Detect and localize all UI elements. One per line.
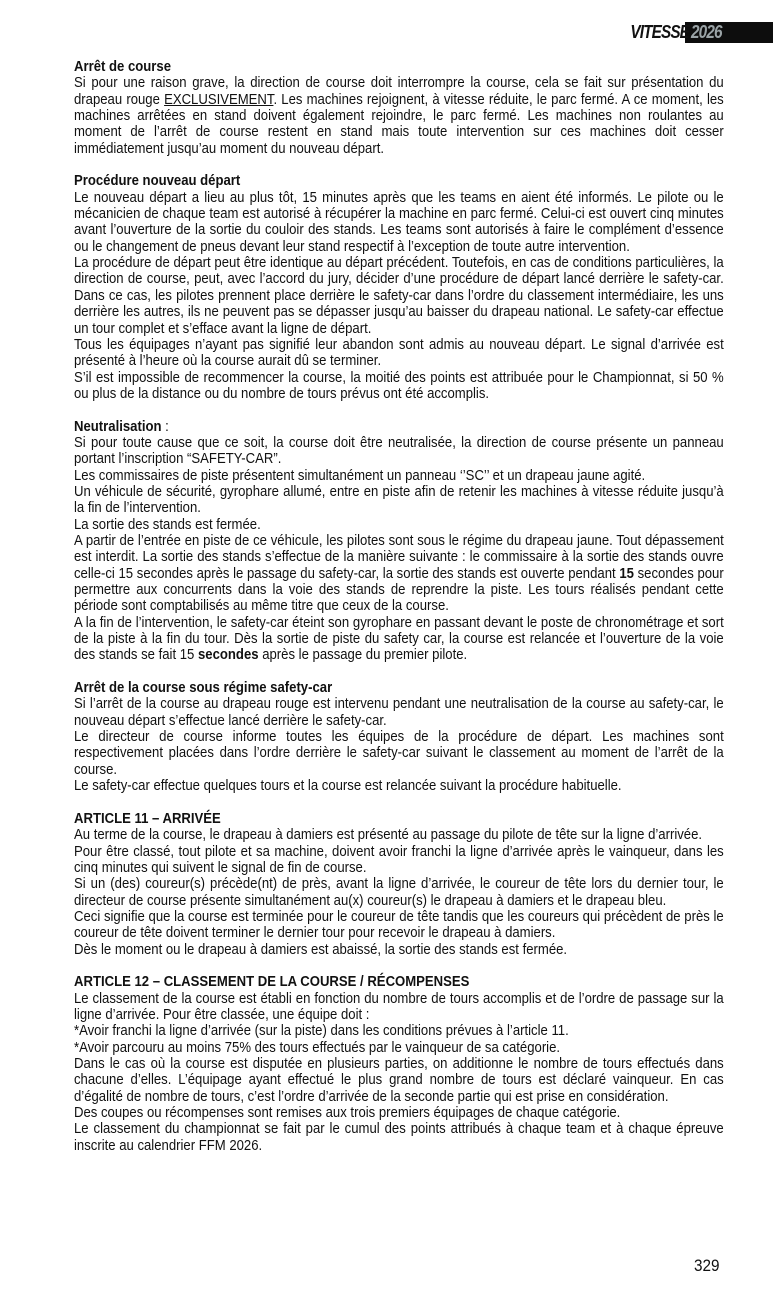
text: secondes pour permettre aux concurrents dans la voie des stands de reprendre la piste. Les tours réalisés pendant cette période sont comptabilisés au même titre que ceux de la course. — [74, 564, 724, 615]
paragraph — [74, 75, 724, 157]
document-body — [74, 59, 724, 1229]
page-header — [620, 22, 773, 43]
paragraph: La procédure de départ peut être identique au départ précédent. Toutefois, en cas de conditions particulières, la direction de course, peut, avec l’accord du jury, décider d’une procédure de départ lancé derrière le safety-car. Dans ce cas, les pilotes prennent place derrière le safety-car dans l’ordre du classement intermédiaire, les uns derrière les autres, ils ne peuvent pas se dépasser jusqu’au baisser du drapeau national. Le safety-car effectue un tour complet et s’efface avant la ligne de départ. — [74, 254, 724, 337]
section-arret-de-course — [74, 59, 724, 157]
section-heading — [74, 419, 724, 435]
paragraph: Tous les équipages n’ayant pas signifié leur abandon sont admis au nouveau départ. Le signal d’arrivée est présenté à l’heure où la course aurait dû se terminer. — [74, 335, 724, 370]
paragraph: Un véhicule de sécurité, gyrophare allumé, entre en piste afin de retenir les machines à vitesse réduite jusqu’à la fin de l’intervention. — [74, 482, 724, 517]
section-article-12 — [74, 974, 724, 1154]
text: Si pour une raison grave, la direction de course doit interrompre la course, cela se fait sur présentation du drapeau rouge — [74, 74, 724, 108]
paragraph: Si l’arrêt de la course au drapeau rouge est intervenu pendant une neutralisation de la course au safety-car, le nouveau départ s’effectue lancé derrière le safety-car. — [74, 695, 724, 729]
paragraph: Si un (des) coureur(s) précède(nt) de près, avant la ligne d’arrivée, le coureur de tête lors du dernier tour, le directeur de course présente simultanément au(x) coureur(s) le drapeau à damiers et le drapeau bleu. — [74, 875, 724, 909]
header-year: 2026 — [691, 22, 722, 42]
paragraph: Le classement du championnat se fait par le cumul des points attribués à chaque team et à chaque épreuve inscrite au calendrier FFM 2026. — [74, 1120, 724, 1154]
text: après le passage du premier pilote. — [258, 646, 468, 664]
section-heading: Arrêt de la course sous régime safety-car — [74, 679, 333, 697]
paragraph: Si pour toute cause que ce soit, la course doit être neutralisée, la direction de course présente un panneau portant l’inscription “SAFETY-CAR”. — [74, 433, 724, 468]
text: A la fin de l’intervention, le safety-car éteint son gyrophare en passant devant le poste de chronométrage et sort de la piste à la fin du tour. Dès la sortie de piste du safety car, la course est relancée et l’ouverture de la voie des stands se fait 15 — [74, 613, 724, 664]
paragraph: *Avoir franchi la ligne d’arrivée (sur la piste) dans les conditions prévues à l’article 11. — [74, 1022, 569, 1040]
section-heading: Procédure nouveau départ — [74, 172, 241, 190]
paragraph: Dès le moment ou le drapeau à damiers est abaissé, la sortie des stands est fermée. — [74, 940, 568, 958]
text: . Les machines rejoignent, à vitesse réduite, le parc fermé. A ce moment, les machines arrêtées en stand doivent également rejoindre, le parc fermé. Les machines non roulantes au moment de l’arrêt de course restent en stand mais toute intervention sur ces machines doit cesser immédiatement jusqu’au moment du nouveau départ. — [74, 90, 724, 157]
paragraph: Ceci signifie que la course est terminée pour le coureur de tête tandis que les coureurs qui précèdent de près le coureur de tête doivent terminer le dernier tour pour recevoir le drapeau à damiers. — [74, 907, 724, 942]
heading-suffix: : — [161, 417, 169, 435]
paragraph: Au terme de la course, le drapeau à damiers est présenté au passage du pilote de tête sur la ligne d’arrivée. — [74, 826, 703, 844]
bold-text: 15 — [619, 564, 634, 582]
section-heading: ARTICLE 12 – CLASSEMENT DE LA COURSE / RÉCOMPENSES — [74, 973, 470, 991]
paragraph: Des coupes ou récompenses sont remises aux trois premiers équipages de chaque catégorie. — [74, 1104, 621, 1121]
header-year-badge — [685, 22, 773, 43]
paragraph: Le nouveau départ a lieu au plus tôt, 15 minutes après que les teams en aient été informés. Le pilote ou le mécanicien de chaque team est autorisé à récupérer la machine en parc fermé. Celui-ci est ouvert cinq minutes avant l’ouverture de la sortie du couloir des stands. Les teams sont autorisés à faire le complément d’essence ou le changement de pneus devant leur stand respectif à l’exception de toute autre intervention. — [74, 188, 724, 255]
paragraph — [74, 615, 724, 664]
text: A partir de l’entrée en piste de ce véhicule, les pilotes sont sous le régime du drapeau jaune. Tout dépassement est interdit. La sortie des stands s’effectue de la manière suivante : le commissaire à la sortie des stands ouvre celle-ci 15 secondes après le passage du safety-car, la sortie des stands est ouverte pendant — [74, 531, 724, 582]
section-neutralisation — [74, 419, 724, 664]
paragraph: La sortie des stands est fermée. — [74, 515, 261, 533]
paragraph: Dans le cas où la course est disputée en plusieurs parties, on additionne le nombre de tours effectués dans chacune d’elles. L’équipage ayant effectué le plus grand nombre de tours est déclaré vainqueur. En cas d’égalité de nombre de tours, c’est l’ordre d’arrivée de la seconde partie qui est prise en considération. — [74, 1054, 724, 1105]
section-procedure-nouveau-depart — [74, 173, 724, 402]
paragraph: Pour être classé, tout pilote et sa machine, doivent avoir franchi la ligne d’arrivée après le vainqueur, dans les cinq minutes qui suivent le signal de fin de course. — [74, 842, 724, 876]
paragraph: Le classement de la course est établi en fonction du nombre de tours accomplis et de l’ordre de passage sur la ligne d’arrivée. Pour être classée, une équipe doit : — [74, 989, 724, 1023]
paragraph: Le directeur de course informe toutes les équipes de la procédure de départ. Les machines sont respectivement placées dans l’ordre derrière le safety-car suivant le classement au moment de l’arrêt de la course. — [74, 728, 724, 778]
section-heading: ARTICLE 11 – ARRIVÉE — [74, 809, 221, 827]
page-number: 329 — [694, 1256, 720, 1275]
header-title: VITESSE — [630, 22, 689, 42]
paragraph: *Avoir parcouru au moins 75% des tours effectués par le vainqueur de sa catégorie. — [74, 1038, 561, 1056]
paragraph: Les commissaires de piste présentent simultanément un panneau ‘’SC’’ et un drapeau jaune agité. — [74, 466, 646, 484]
section-heading: Arrêt de course — [74, 59, 171, 75]
section-article-11 — [74, 811, 724, 958]
paragraph — [74, 533, 724, 615]
heading-text: Neutralisation — [74, 417, 162, 435]
paragraph: Le safety-car effectue quelques tours et la course est relancée suivant la procédure habituelle. — [74, 777, 622, 795]
paragraph: S’il est impossible de recommencer la course, la moitié des points est attribuée pour le Championnat, si 50 % ou plus de la distance ou du nombre de tours prévus ont été accomplis. — [74, 368, 724, 402]
underlined-text: EXCLUSIVEMENT — [164, 90, 274, 108]
bold-text: secondes — [198, 646, 259, 664]
section-arret-sous-safety-car — [74, 680, 724, 794]
